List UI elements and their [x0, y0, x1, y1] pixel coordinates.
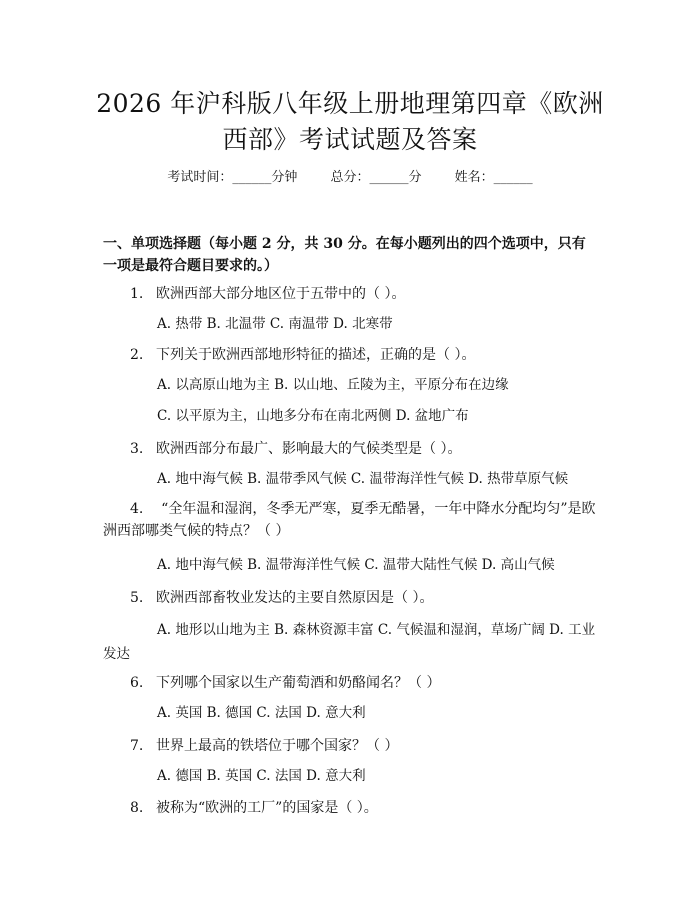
exam-title-line2: 西部》考试试题及答案 — [222, 125, 478, 154]
question-1 — [103, 283, 598, 305]
question-number: 3. — [130, 441, 144, 457]
question-6-options: A. 英国 B. 德国 C. 法国 D. 意大利 — [157, 705, 366, 721]
question-number: 2. — [130, 347, 144, 363]
question-5-options: A. 地形以山地为主 B. 森林资源丰富 C. 气候温和湿润，草场广阔 D. 工业发达 — [103, 622, 596, 662]
exam-meta-row — [0, 168, 700, 188]
time-blank: ______ — [232, 170, 272, 185]
question-2-options-line2: C. 以平原为主，山地多分布在南北两侧 D. 盆地广布 — [157, 408, 469, 424]
question-stem: 下列哪个国家以生产葡萄酒和奶酪闻名？（ ） — [156, 675, 441, 691]
question-8 — [103, 797, 598, 819]
exam-title-line1: 2026 年沪科版八年级上册地理第四章《欧洲 — [96, 89, 604, 118]
section-heading: 一、单项选择题（每小题 2 分，共 30 分。在每小题列出的四个选项中，只有一项是最符合题目要求的。） — [103, 236, 586, 274]
question-number: 6. — [130, 675, 144, 691]
score-blank: ______ — [369, 170, 409, 185]
question-2 — [103, 344, 598, 366]
score-label: 总分： — [330, 170, 370, 185]
time-unit: 分钟 — [271, 170, 298, 185]
question-6 — [103, 672, 598, 694]
question-7-options: A. 德国 B. 英国 C. 法国 D. 意大利 — [157, 768, 366, 784]
time-label: 考试时间： — [167, 170, 233, 185]
question-stem: 下列关于欧洲西部地形特征的描述，正确的是（ ）。 — [156, 347, 476, 363]
question-3-options: A. 地中海气候 B. 温带季风气候 C. 温带海洋性气候 D. 热带草原气候 — [157, 471, 569, 487]
question-number: 8. — [130, 800, 144, 816]
question-stem: 被称为“欧洲的工厂”的国家是（ ）。 — [156, 800, 378, 816]
question-stem: 欧洲西部分布最广、影响最大的气候类型是（ ）。 — [156, 441, 462, 457]
name-blank: ______ — [493, 170, 533, 185]
question-number: 1. — [130, 286, 144, 302]
question-4 — [103, 498, 601, 542]
question-number: 4. — [130, 501, 144, 517]
score-unit: 分 — [408, 170, 422, 185]
question-number: 7. — [130, 738, 144, 754]
name-label: 姓名： — [454, 170, 494, 185]
question-2-options-line1: A. 以高原山地为主 B. 以山地、丘陵为主，平原分布在边缘 — [157, 377, 509, 393]
question-number: 5. — [130, 590, 144, 606]
question-stem: “全年温和湿润，冬季无严寒，夏季无酷暑，一年中降水分配均匀”是欧洲西部哪类气候的特点？（ ） — [103, 501, 596, 539]
question-7 — [103, 735, 598, 757]
question-stem: 世界上最高的铁塔位于哪个国家？（ ） — [156, 738, 399, 754]
question-3 — [103, 438, 598, 460]
question-stem: 欧洲西部大部分地区位于五带中的（ ）。 — [156, 286, 406, 302]
question-4-options: A. 地中海气候 B. 温带海洋性气候 C. 温带大陆性气候 D. 高山气候 — [157, 557, 555, 573]
question-5 — [103, 587, 598, 609]
question-stem: 欧洲西部畜牧业发达的主要自然原因是（ ）。 — [156, 590, 434, 606]
question-1-options: A. 热带 B. 北温带 C. 南温带 D. 北寒带 — [157, 316, 393, 332]
